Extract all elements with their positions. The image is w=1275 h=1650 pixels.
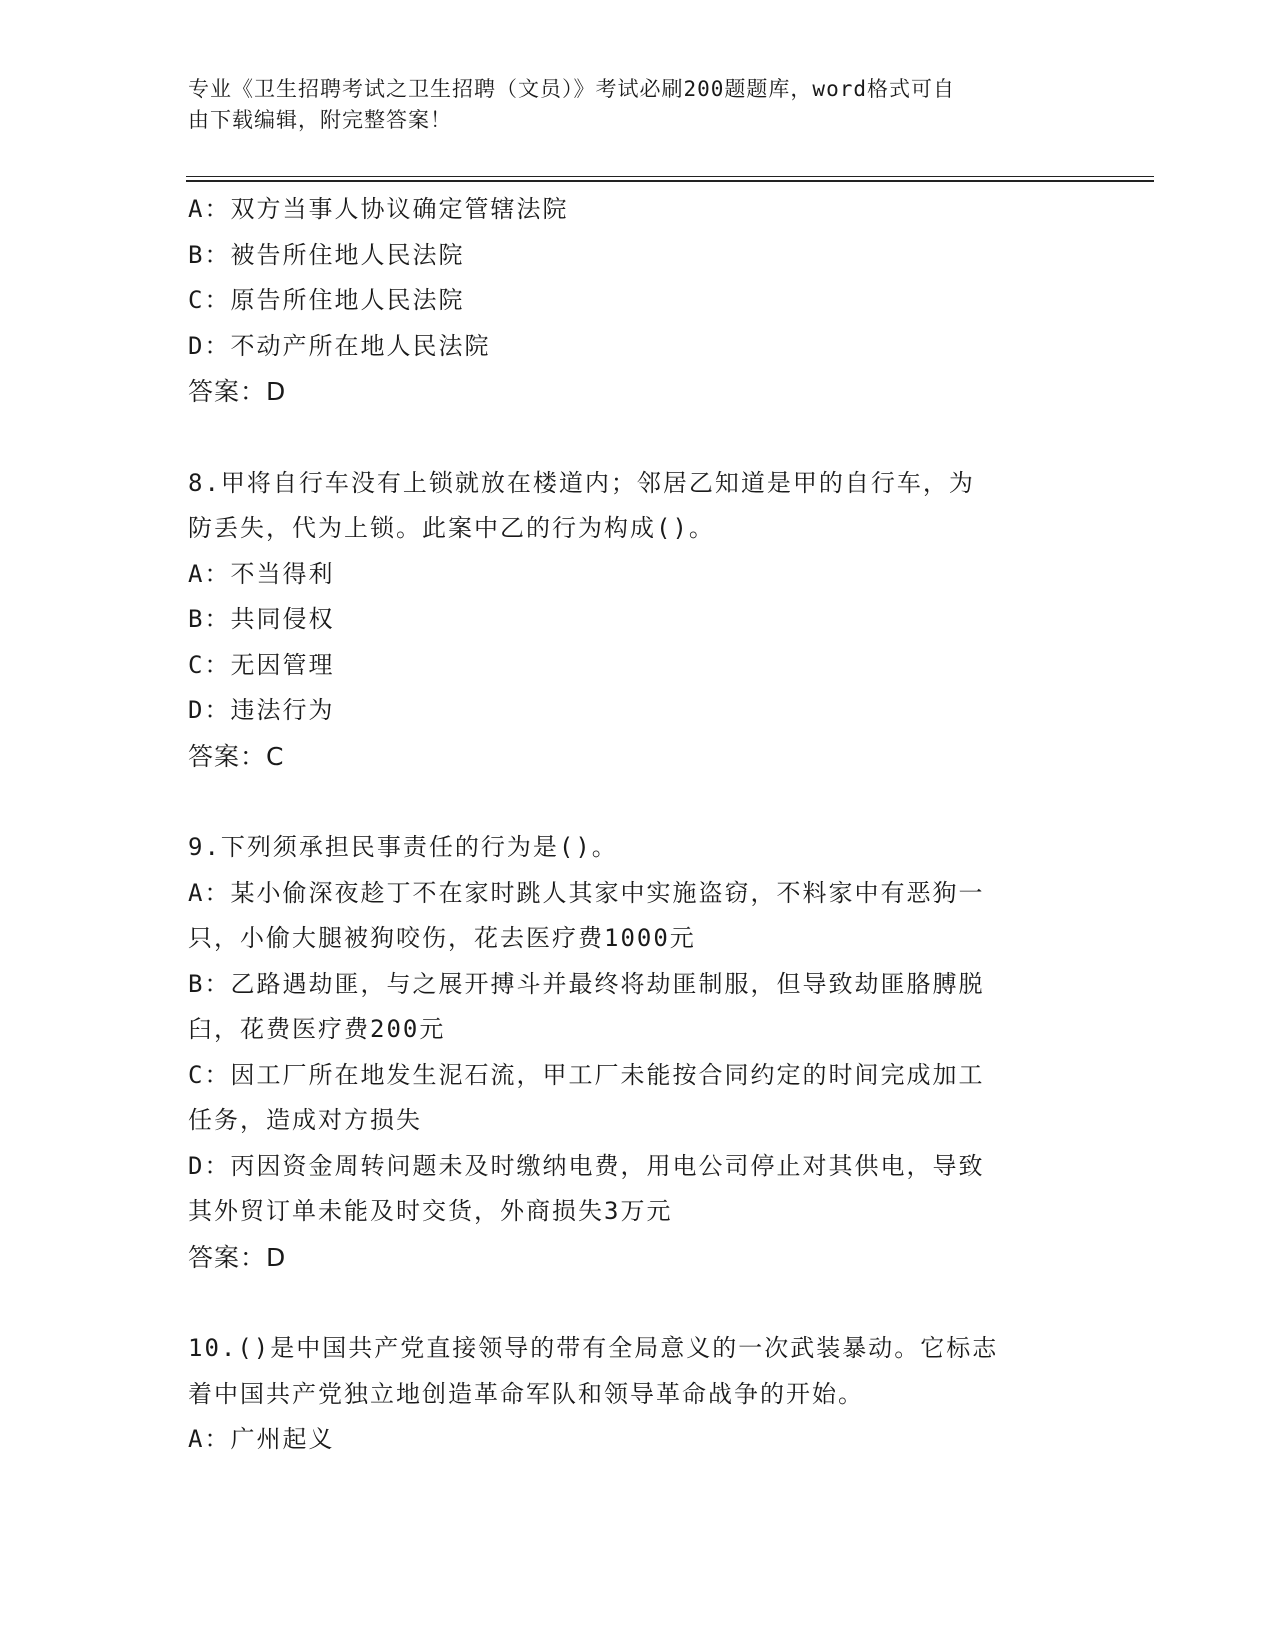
option-b-cont: 臼，花费医疗费200元 bbox=[188, 1015, 446, 1043]
spacer bbox=[188, 415, 1078, 461]
option-c-cont: 任务，造成对方损失 bbox=[188, 1106, 422, 1134]
answer: 答案：C bbox=[188, 741, 285, 771]
header-divider bbox=[186, 176, 1154, 177]
question-7 bbox=[188, 187, 1078, 415]
option-b: B：乙路遇劫匪，与之展开搏斗并最终将劫匪制服，但导致劫匪胳膊脱 bbox=[188, 969, 985, 998]
question-9 bbox=[188, 825, 1078, 1280]
option-d: D：违法行为 bbox=[188, 696, 335, 724]
header-line: 专业《卫生招聘考试之卫生招聘（文员）》考试必刷200题题库，word格式可自 bbox=[188, 77, 955, 101]
header-divider-thick bbox=[186, 180, 1154, 182]
spacer bbox=[188, 779, 1078, 825]
option-a: A：某小偷深夜趁丁不在家时跳人其家中实施盗窃，不料家中有恶狗一 bbox=[188, 878, 985, 907]
question-stem: 8.甲将自行车没有上锁就放在楼道内；邻居乙知道是甲的自行车，为 bbox=[188, 468, 975, 497]
option-c: C：无因管理 bbox=[188, 650, 335, 679]
question-stem: 9.下列须承担民事责任的行为是()。 bbox=[188, 833, 618, 861]
option-c: C：原告所住地人民法院 bbox=[188, 286, 465, 314]
question-stem: 防丢失，代为上锁。此案中乙的行为构成()。 bbox=[188, 514, 715, 542]
question-stem: 10.()是中国共产党直接领导的带有全局意义的一次武装暴动。它标志 bbox=[188, 1334, 999, 1362]
option-d-cont: 其外贸订单未能及时交货，外商损失3万元 bbox=[188, 1197, 673, 1225]
question-stem: 着中国共产党独立地创造革命军队和领导革命战争的开始。 bbox=[188, 1379, 864, 1408]
answer: 答案：D bbox=[188, 1242, 287, 1272]
option-a: A：广州起义 bbox=[188, 1425, 335, 1453]
question-8 bbox=[188, 461, 1078, 780]
answer: 答案：D bbox=[188, 377, 287, 406]
option-a: A：双方当事人协议确定管辖法院 bbox=[188, 195, 569, 223]
document-body bbox=[188, 187, 1078, 1463]
option-a: A：不当得利 bbox=[188, 559, 335, 588]
option-b: B：被告所住地人民法院 bbox=[188, 240, 465, 269]
spacer bbox=[188, 1280, 1078, 1326]
option-c: C：因工厂所在地发生泥石流，甲工厂未能按合同约定的时间完成加工 bbox=[188, 1060, 985, 1089]
document-header bbox=[188, 74, 1068, 136]
header-line: 由下载编辑，附完整答案！ bbox=[188, 108, 452, 132]
option-d: D：不动产所在地人民法院 bbox=[188, 331, 491, 360]
question-10 bbox=[188, 1326, 1078, 1463]
option-b: B：共同侵权 bbox=[188, 605, 335, 633]
option-d: D：丙因资金周转问题未及时缴纳电费，用电公司停止对其供电，导致 bbox=[188, 1151, 985, 1180]
option-a-cont: 只，小偷大腿被狗咬伤，花去医疗费1000元 bbox=[188, 924, 696, 952]
